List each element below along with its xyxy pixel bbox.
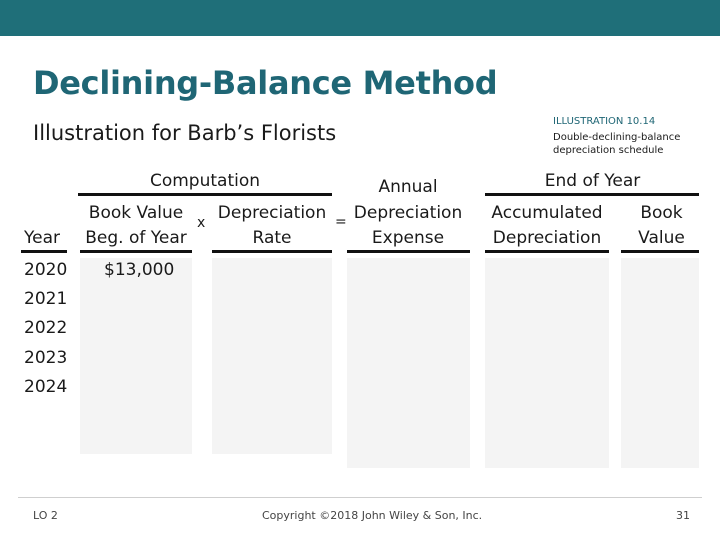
year-row-2023: 2023 bbox=[24, 348, 68, 368]
end-of-year-header-rule bbox=[485, 193, 699, 196]
book-value-column-rule bbox=[80, 250, 192, 253]
page-number: 31 bbox=[676, 509, 690, 522]
book-value-header-line1: Book Value bbox=[88, 203, 184, 223]
rate-header-line1: Depreciation bbox=[217, 203, 327, 223]
slide-title: Declining-Balance Method bbox=[33, 64, 498, 102]
year-row-2024: 2024 bbox=[24, 377, 68, 397]
learning-objective-label: LO 2 bbox=[33, 509, 58, 522]
illustration-number: ILLUSTRATION 10.14 bbox=[553, 116, 656, 127]
end-of-year-group-header: End of Year bbox=[544, 171, 641, 191]
annual-expense-cells bbox=[347, 258, 470, 468]
computation-group-header: Computation bbox=[149, 171, 261, 191]
annual-header-line2: Depreciation bbox=[353, 203, 463, 223]
footer-divider bbox=[18, 497, 702, 498]
book-value-end-header-line1: Book bbox=[640, 203, 683, 223]
rate-header-line2: Rate bbox=[252, 228, 292, 248]
year-row-2021: 2021 bbox=[24, 289, 68, 309]
top-banner bbox=[0, 0, 720, 36]
rate-cells bbox=[212, 258, 332, 454]
year-row-2022: 2022 bbox=[24, 318, 68, 338]
year-column-header: Year bbox=[24, 228, 60, 248]
annual-header-line1: Annual bbox=[378, 177, 438, 197]
accumulated-header-line2: Depreciation bbox=[492, 228, 602, 248]
first-book-value: $13,000 bbox=[104, 260, 175, 280]
illustration-caption: Double-declining-balance depreciation schedule bbox=[553, 132, 681, 156]
accumulated-header-line1: Accumulated bbox=[491, 203, 603, 223]
accumulated-cells bbox=[485, 258, 609, 468]
end-book-value-cells bbox=[621, 258, 699, 468]
year-column-rule bbox=[21, 250, 67, 253]
multiply-operator: x bbox=[197, 215, 206, 231]
book-value-header-line2: Beg. of Year bbox=[85, 228, 187, 248]
accumulated-column-rule bbox=[485, 250, 609, 253]
year-row-2020: 2020 bbox=[24, 260, 68, 280]
copyright-notice: Copyright ©2018 John Wiley & Son, Inc. bbox=[262, 509, 483, 522]
rate-column-rule bbox=[212, 250, 332, 253]
equals-operator: = bbox=[335, 214, 347, 230]
book-value-end-header-line2: Value bbox=[638, 228, 685, 248]
computation-header-rule bbox=[78, 193, 332, 196]
annual-header-line3: Expense bbox=[371, 228, 445, 248]
annual-column-rule bbox=[347, 250, 470, 253]
slide-subtitle: Illustration for Barb’s Florists bbox=[33, 121, 337, 145]
book-value-cells bbox=[80, 258, 192, 454]
book-value-end-column-rule bbox=[621, 250, 699, 253]
